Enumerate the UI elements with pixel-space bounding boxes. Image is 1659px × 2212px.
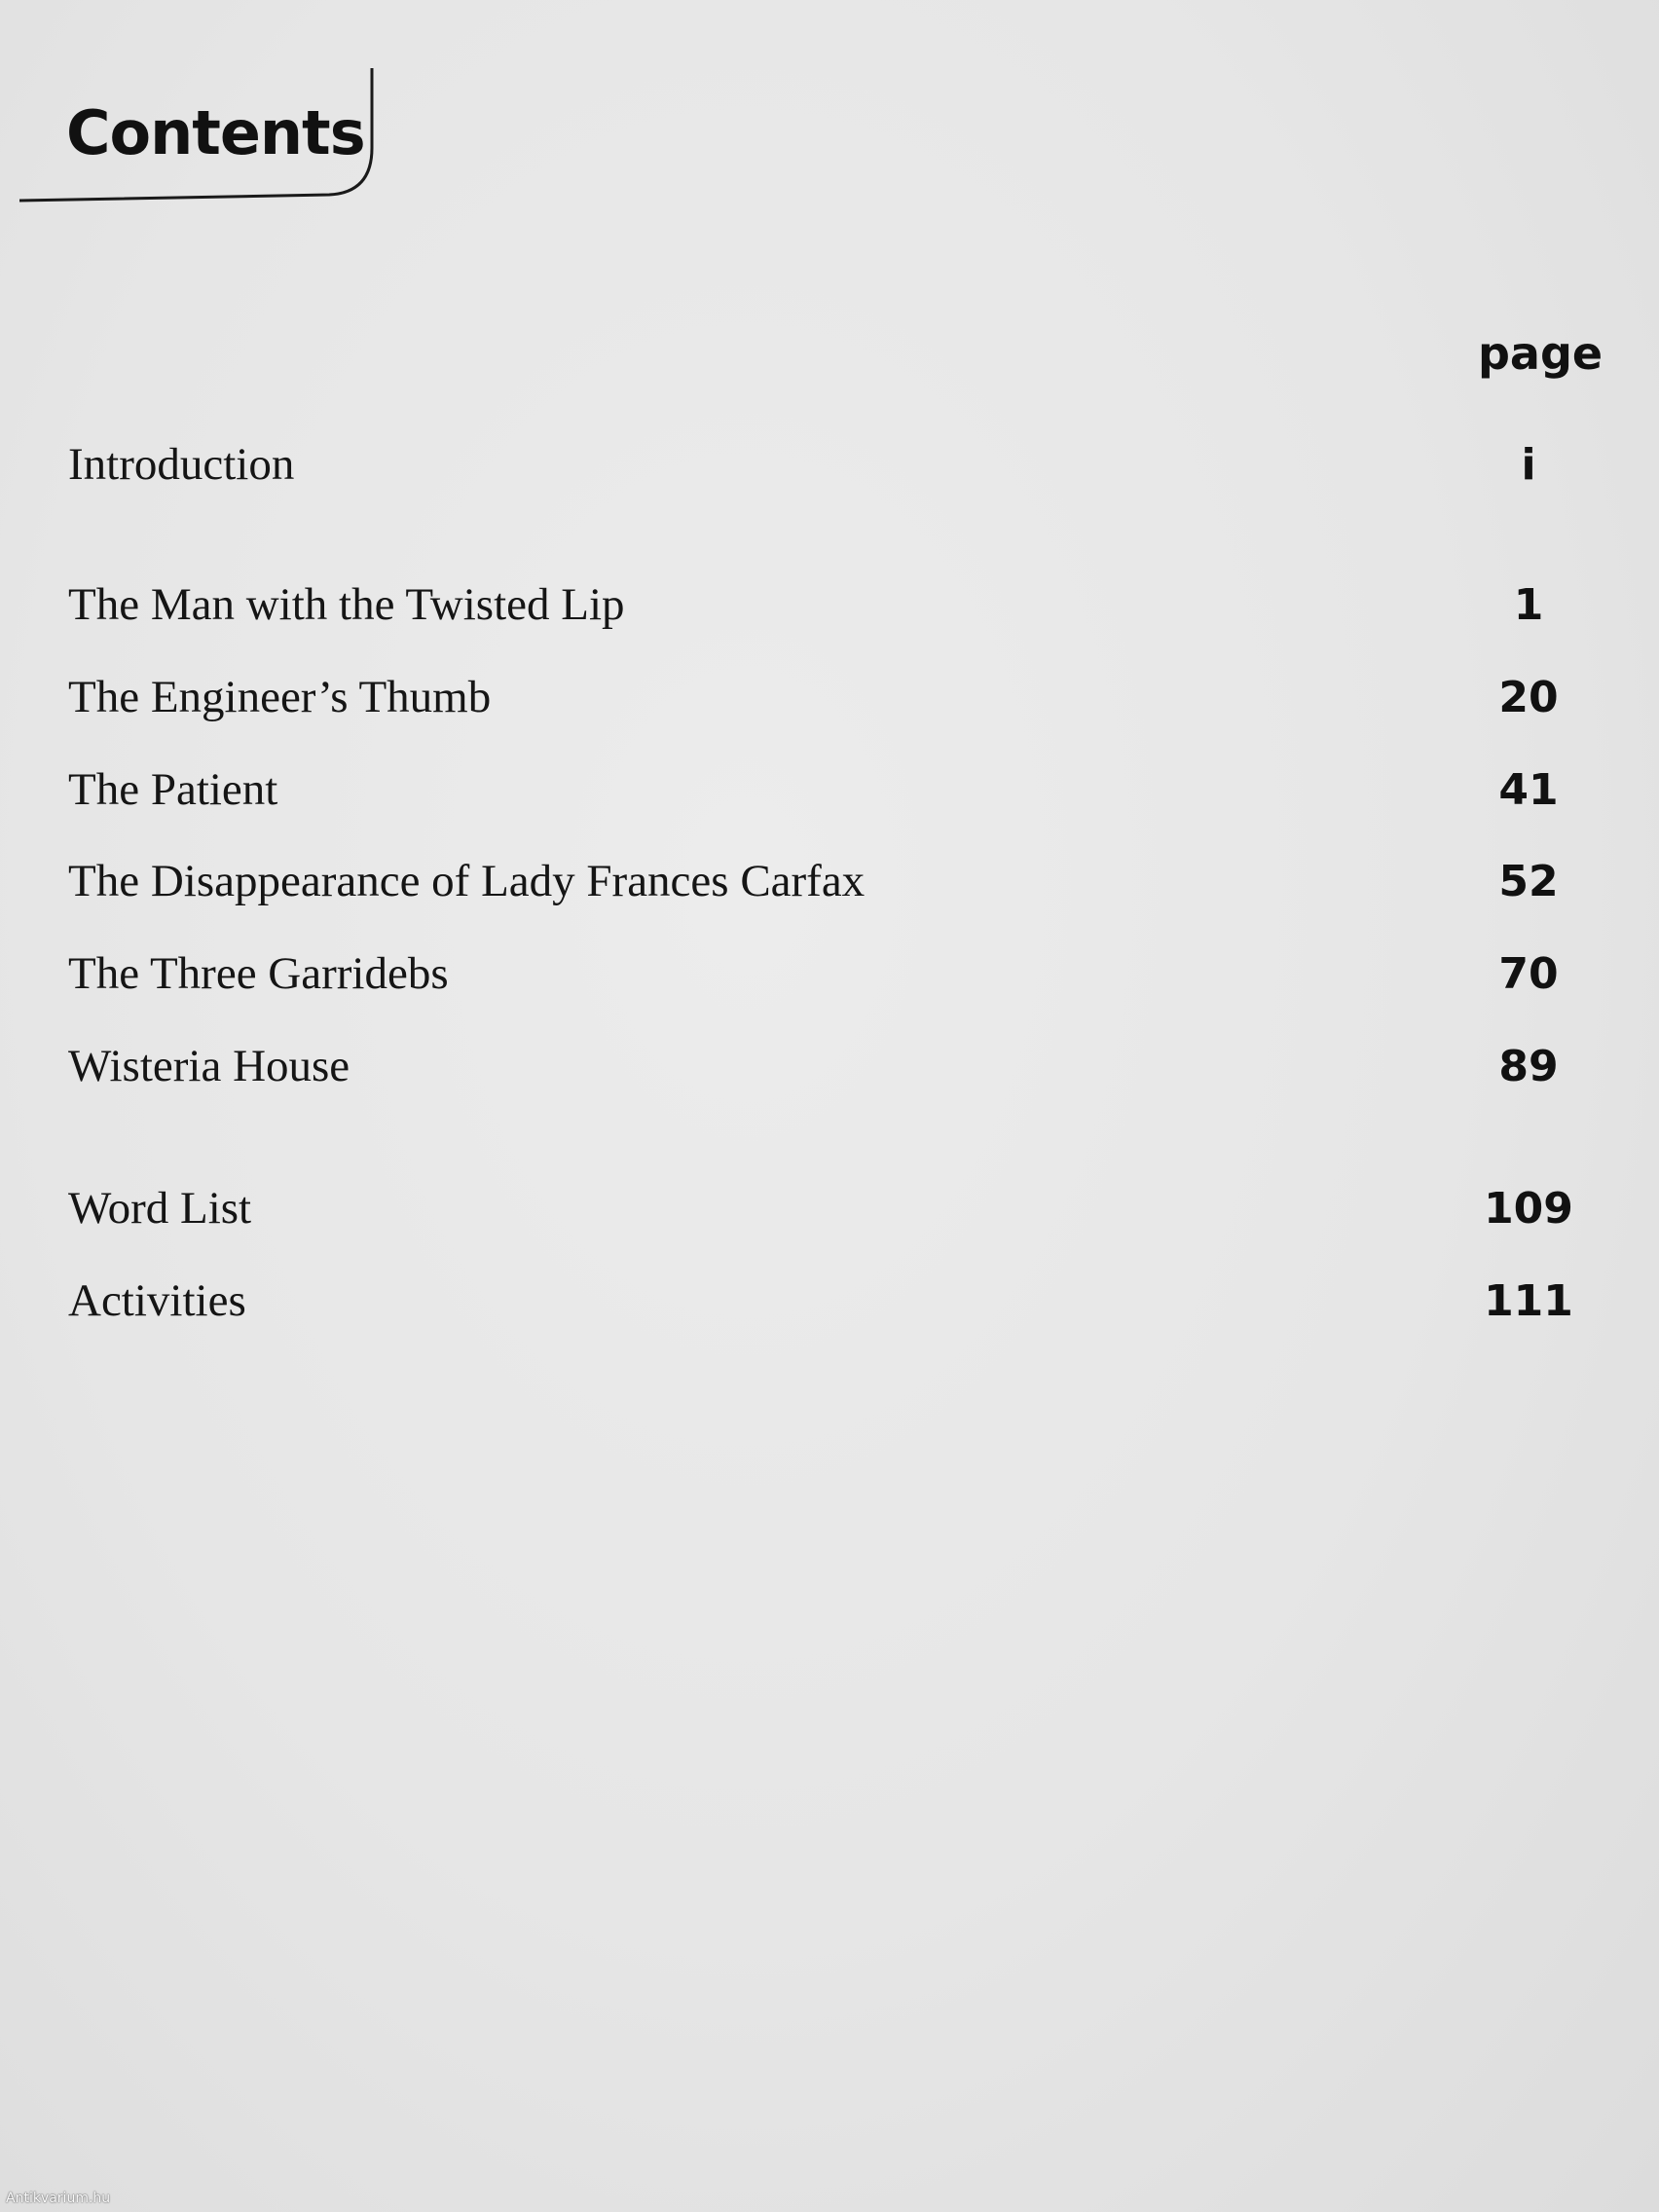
- toc-entry-three-garridebs[interactable]: [68, 947, 1587, 1025]
- toc-entry-page: 70: [1498, 949, 1559, 999]
- toc-entry-title: The Patient: [68, 764, 278, 815]
- toc-entry-title: The Man with the Twisted Lip: [68, 579, 625, 630]
- toc-entry-title: The Engineer’s Thumb: [68, 672, 492, 722]
- toc-entry-engineers-thumb[interactable]: [68, 671, 1587, 749]
- toc-entry-introduction[interactable]: [68, 438, 1587, 516]
- contents-title: Contents: [66, 97, 365, 168]
- toc-entry-page: 109: [1484, 1184, 1573, 1234]
- toc-entry-title: Activities: [68, 1275, 246, 1326]
- toc-entry-title: The Disappearance of Lady Frances Carfax: [68, 856, 866, 906]
- toc-entry-page: 111: [1484, 1276, 1573, 1326]
- page-column-label: page: [1478, 327, 1604, 380]
- toc-entry-page: i: [1521, 440, 1536, 490]
- toc-entry-title: Introduction: [68, 439, 295, 490]
- watermark: Antikvarium.hu: [6, 2191, 111, 2206]
- toc-entry-the-patient[interactable]: [68, 763, 1587, 841]
- toc-entry-activities[interactable]: [68, 1274, 1587, 1352]
- toc-entry-title: Word List: [68, 1183, 252, 1234]
- toc-entry-twisted-lip[interactable]: [68, 578, 1587, 656]
- toc-entry-page: 20: [1498, 673, 1559, 722]
- toc-entry-page: 1: [1513, 580, 1544, 630]
- toc-entry-word-list[interactable]: [68, 1182, 1587, 1260]
- toc-entry-lady-frances-carfax[interactable]: [68, 855, 1587, 933]
- toc-entry-page: 89: [1498, 1042, 1559, 1091]
- toc-entry-title: The Three Garridebs: [68, 948, 449, 999]
- toc-entry-page: 41: [1498, 765, 1559, 815]
- toc-entry-title: Wisteria House: [68, 1041, 350, 1091]
- toc-entry-wisteria-house[interactable]: [68, 1040, 1587, 1118]
- toc-entry-page: 52: [1498, 857, 1559, 906]
